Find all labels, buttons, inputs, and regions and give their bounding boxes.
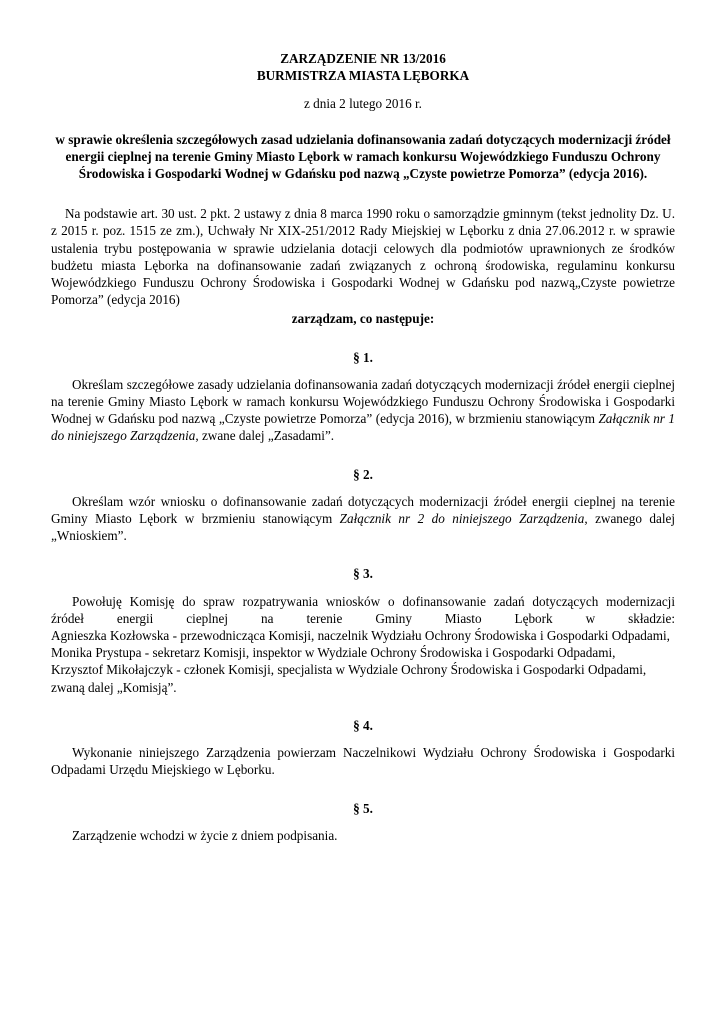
section-1-attachment-ref: Załącznik nr 1 do niniejszego Zarządzenia [51, 411, 675, 444]
section-2-body [51, 493, 675, 545]
section-2-text-before: Określam wzór wniosku o dofinansowanie zadań dotyczących modernizacji źródeł energii cieplnej na terenie Gminy Miasto Lębork w brzmieniu stanowiącym [51, 493, 675, 527]
document-date: z dnia 2 lutego 2016 r. [304, 96, 422, 112]
section-5-heading: § 5. [353, 800, 373, 816]
section-3-body [51, 593, 675, 696]
committee-member-1: Agnieszka Kozłowska - przewodnicząca Komisji, naczelnik Wydziału Ochrony Środowiska i Gospodarki Odpadami, [51, 628, 670, 644]
section-2-attachment-ref: Załącznik nr 2 do niniejszego Zarządzenia [339, 511, 585, 527]
section-4-body: Wykonanie niniejszego Zarządzenia powierzam Naczelnikowi Wydziału Ochrony Środowiska i Gospodarki Odpadami Urzędu Miejskiego w Lęborku. [51, 745, 675, 778]
section-3-heading: § 3. [353, 566, 373, 582]
section-3-closing: zwaną dalej „Komisją”. [51, 679, 177, 695]
section-1-body [51, 376, 675, 445]
section-1-heading: § 1. [353, 349, 373, 365]
preamble-text: Na podstawie art. 30 ust. 2 pkt. 2 ustawy z dnia 8 marca 1990 roku o samorządzie gminnym (tekst jednolity Dz. U. z 2015 r. poz. 1515 ze zm.), Uchwały Nr XIX-251/2012 Rady Miejskiej w Lęborku z dnia 27.06.2012 r. w sprawie ustalenia trybu postępowania w sprawie udzielania dotacji celowych dla podmiotów uprawnionych ze środków budżetu miasta Lęborka na dofinansowanie zadań związanych z ochroną środowiska, regulaminu konkursu Wojewódzkiego Funduszu Ochrony Środowiska i Gospodarki Wodnej w Gdańsku pod nazwą„Czyste powietrze Pomorza” (edycja 2016) [51, 206, 675, 308]
section-4-heading: § 4. [353, 717, 373, 733]
section-3-line-2: źródeł energii cieplnej na terenie Gminy Miasto Lębork w składzie: [51, 610, 675, 626]
document-page [51, 50, 675, 844]
section-2-heading: § 2. [353, 466, 373, 482]
document-title [51, 50, 675, 84]
decree-heading: zarządzam, co następuje: [291, 311, 435, 327]
document-subject: w sprawie określenia szczegółowych zasad udzielania dofinansowania zadań dotyczących modernizacji źródeł energii cieplnej na terenie Gminy Miasto Lębork w ramach konkursu Wojewódzkiego Funduszu Ochrony Środowiska i Gospodarki Wodnej w Gdańsku pod nazwą „Czyste powietrze Pomorza” (edycja 2016). [55, 131, 671, 182]
committee-member-2: Monika Prystupa - sekretarz Komisji, inspektor w Wydziale Ochrony Środowiska i Gospodarki Odpadami, [51, 645, 616, 661]
section-1-text-after: , zwane dalej „Zasadami”. [195, 428, 335, 444]
section-1-text-before: Określam szczegółowe zasady udzielania dofinansowania zadań dotyczących modernizacji źródeł energii cieplnej na terenie Gminy Miasto Lębork w ramach konkursu Wojewódzkiego Funduszu Ochrony Środowiska i Gospodarki Wodnej w Gdańsku pod nazwą „Czyste powietrze Pomorza” (edycja 2016), w brzmieniu stanowiącym [51, 376, 675, 427]
section-3-line-1: Powołuję Komisję do spraw rozpatrywania wniosków o dofinansowanie zadań dotyczących modernizacji [72, 593, 675, 609]
section-2-text-after: , zwanego dalej „Wnioskiem”. [51, 511, 676, 544]
title-line-2: BURMISTRZA MIASTA LĘBORKA [256, 68, 470, 84]
title-line-1: ZARZĄDZENIE NR 13/2016 [280, 51, 446, 66]
section-5-body: Zarządzenie wchodzi w życie z dniem podpisania. [72, 827, 338, 843]
committee-member-3: Krzysztof Mikołajczyk - członek Komisji, specjalista w Wydziale Ochrony Środowiska i Gospodarki Odpadami, [51, 662, 647, 678]
